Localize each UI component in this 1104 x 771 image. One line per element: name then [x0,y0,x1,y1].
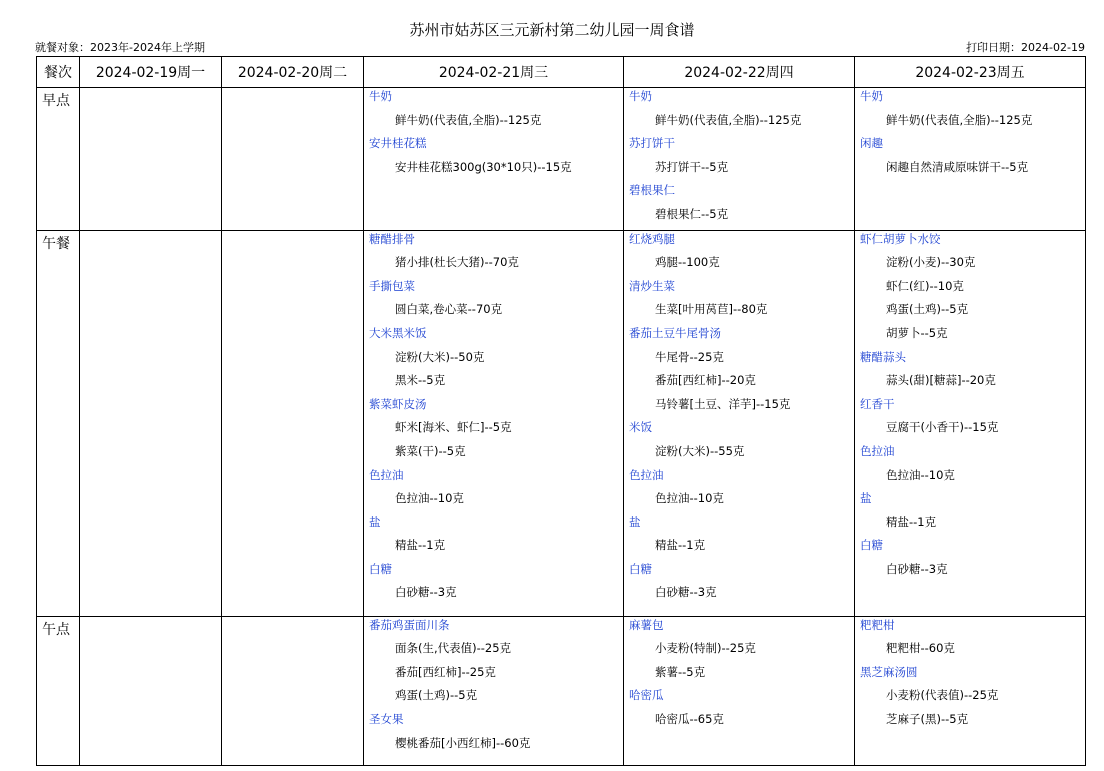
dish-name: 牛奶 [629,89,652,103]
dish-name: 黑芝麻汤圆 [860,664,918,679]
menu-cell [80,230,222,616]
menu-cell [80,616,222,765]
ingredient-line: 紫薯--5克 [655,664,706,679]
dish-name: 糖醋排骨 [369,231,415,246]
menu-cell [364,230,624,616]
meal-row-lunch [37,230,1086,616]
menu-cell [364,88,624,231]
ingredient-line: 白砂糖--3克 [655,585,717,600]
ingredient-line: 芝麻子(黑)--5克 [886,711,969,726]
dish-name: 大米黑米饭 [369,325,427,340]
audience-label: 就餐对象：2023年-2024年上学期 [35,41,205,54]
ingredient-line: 苏打饼干--5克 [655,159,729,174]
dish-name: 牛奶 [860,89,883,103]
menu-cell [222,88,364,231]
ingredient-line: 黑米--5克 [395,373,446,388]
ingredient-line: 鸡蛋(土鸡)--5克 [395,688,478,703]
dish-name: 碧根果仁 [629,183,675,198]
ingredient-line: 淀粉(大米)--55克 [655,443,745,458]
meal-label-lunch: 午餐 [37,230,80,616]
ingredient-line: 碧根果仁--5克 [655,206,729,221]
day-header-tue: 2024-02-20周二 [222,57,364,88]
meal-label-snack: 午点 [37,616,80,765]
meal-row-breakfast [37,88,1086,231]
ingredient-line: 粑粑柑--60克 [886,641,955,656]
dish-name: 红烧鸡腿 [629,231,675,246]
menu-cell [364,616,624,765]
ingredient-line: 胡萝卜--5克 [886,325,948,340]
print-date-label: 打印日期：2024-02-19 [966,41,1085,54]
day-header-thu: 2024-02-22周四 [624,57,855,88]
weekly-menu-table [36,56,1086,766]
dish-name: 番茄鸡蛋面川条 [369,617,450,632]
ingredient-line: 淀粉(大米)--50克 [395,349,485,364]
dish-name: 虾仁胡萝卜水饺 [860,231,941,246]
ingredient-line: 安井桂花糕300g(30*10只)--15克 [395,159,572,174]
ingredient-line: 紫菜(干)--5克 [395,443,466,458]
menu-cell [624,230,855,616]
ingredient-line: 猪小排(杜长大猪)--70克 [395,255,519,270]
dish-name: 哈密瓜 [629,688,664,703]
day-header-fri: 2024-02-23周五 [855,57,1086,88]
ingredient-line: 马铃薯[土豆、洋芋]--15克 [655,396,791,411]
meal-column-header: 餐次 [37,57,80,88]
ingredient-line: 鲜牛奶(代表值,全脂)--125克 [886,112,1033,127]
meal-label-breakfast: 早点 [37,88,80,231]
dish-name: 盐 [860,491,872,506]
dish-name: 红香干 [860,396,895,411]
dish-name: 米饭 [629,420,652,435]
dish-name: 安井桂花糕 [369,136,427,151]
ingredient-line: 虾米[海米、虾仁]--5克 [395,420,512,435]
dish-name: 色拉油 [369,467,404,482]
menu-cell [855,88,1086,231]
dish-name: 色拉油 [860,443,895,458]
ingredient-line: 色拉油--10克 [655,491,724,506]
ingredient-line: 哈密瓜--65克 [655,711,724,726]
dish-name: 糖醋蒜头 [860,349,906,364]
ingredient-line: 生菜[叶用莴苣]--80克 [655,302,768,317]
dish-name: 苏打饼干 [629,136,675,151]
menu-cell [80,88,222,231]
dish-name: 色拉油 [629,467,664,482]
menu-cell [222,230,364,616]
ingredient-line: 牛尾骨--25克 [655,349,724,364]
ingredient-line: 小麦粉(特制)--25克 [655,641,756,656]
dish-name: 盐 [369,514,381,529]
ingredient-line: 色拉油--10克 [886,467,955,482]
ingredient-line: 闲趣自然清咸原味饼干--5克 [886,159,1029,174]
meal-row-snack [37,616,1086,765]
menu-cell [624,616,855,765]
ingredient-line: 鲜牛奶(代表值,全脂)--125克 [655,112,802,127]
ingredient-line: 白砂糖--3克 [395,585,457,600]
dish-name: 白糖 [860,538,883,553]
menu-cell [855,230,1086,616]
ingredient-line: 精盐--1克 [655,538,706,553]
ingredient-line: 樱桃番茄[小西红柿]--60克 [395,735,531,750]
ingredient-line: 鸡蛋(土鸡)--5克 [886,302,969,317]
day-header-wed: 2024-02-21周三 [364,57,624,88]
ingredient-line: 圆白菜,卷心菜--70克 [395,302,503,317]
dish-name: 闲趣 [860,136,883,151]
dish-name: 紫菜虾皮汤 [369,396,427,411]
ingredient-line: 番茄[西红柿]--20克 [655,373,756,388]
ingredient-line: 小麦粉(代表值)--25克 [886,688,999,703]
ingredient-line: 豆腐干(小香干)--15克 [886,420,999,435]
ingredient-line: 面条(生,代表值)--25克 [395,641,512,656]
dish-name: 白糖 [369,561,392,576]
header-row [37,57,1086,88]
ingredient-line: 番茄[西红柿]--25克 [395,664,496,679]
ingredient-line: 色拉油--10克 [395,491,464,506]
dish-name: 粑粑柑 [860,617,895,632]
dish-name: 番茄土豆牛尾骨汤 [629,325,721,340]
dish-name: 麻薯包 [629,617,664,632]
ingredient-line: 鲜牛奶(代表值,全脂)--125克 [395,112,542,127]
menu-cell [855,616,1086,765]
ingredient-line: 淀粉(小麦)--30克 [886,255,976,270]
menu-cell [222,616,364,765]
dish-name: 清炒生菜 [629,278,675,293]
dish-name: 盐 [629,514,641,529]
ingredient-line: 白砂糖--3克 [886,561,948,576]
day-header-mon: 2024-02-19周一 [80,57,222,88]
dish-name: 牛奶 [369,89,392,103]
dish-name: 圣女果 [369,711,404,726]
menu-cell [624,88,855,231]
ingredient-line: 鸡腿--100克 [655,255,720,270]
dish-name: 手撕包菜 [369,278,415,293]
ingredient-line: 精盐--1克 [395,538,446,553]
dish-name: 白糖 [629,561,652,576]
ingredient-line: 蒜头(甜)[糖蒜]--20克 [886,373,996,388]
ingredient-line: 虾仁(红)--10克 [886,278,964,293]
page-title: 苏州市姑苏区三元新村第二幼儿园一周食谱 [409,21,695,39]
ingredient-line: 精盐--1克 [886,514,937,529]
